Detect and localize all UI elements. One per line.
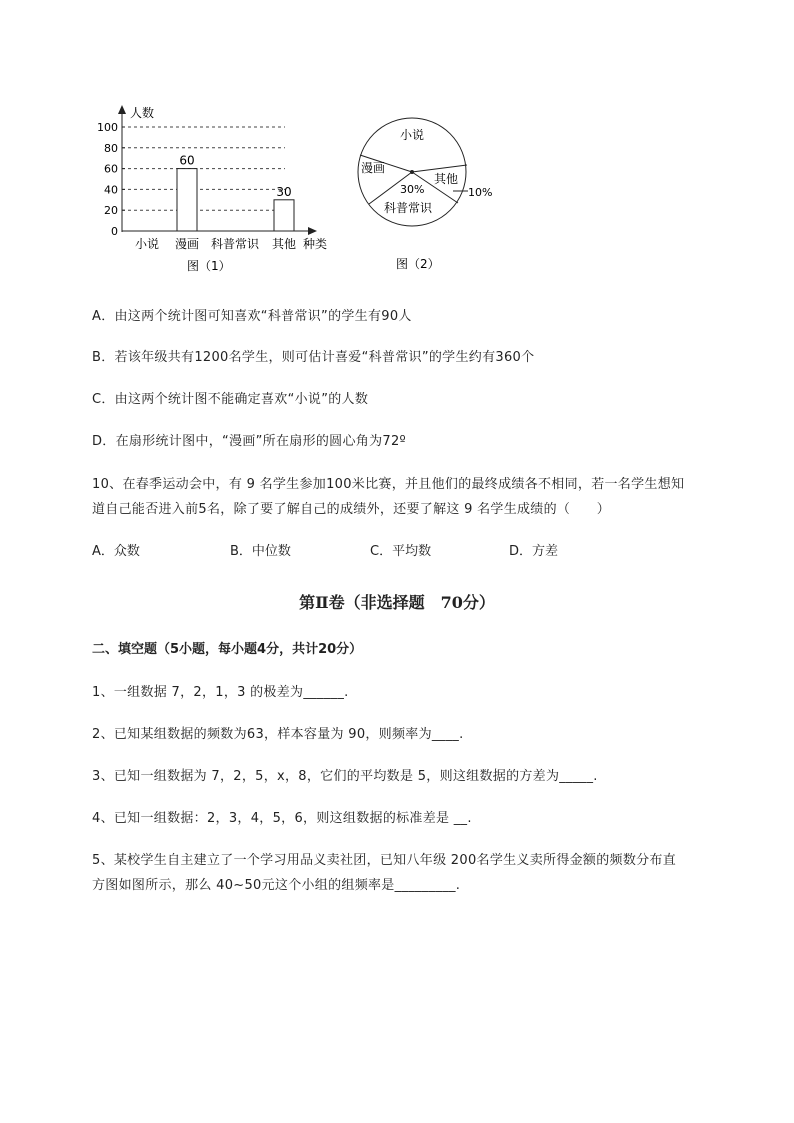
pie-label-comic: 漫画: [361, 161, 386, 175]
fill-question-4: 4、已知一组数据：2，3，4，5，6，则这组数据的标准差是 __.: [92, 811, 472, 826]
y-tick-label: 0: [111, 225, 118, 238]
option-9b: B．若该年级共有1200名学生，则可估计喜爱“科普常识”的学生约有360个: [92, 350, 535, 365]
category-label: 漫画: [174, 237, 200, 251]
fill-question-5-line2: 方图如图所示，那么 40~50元这个小组的组频率是_________.: [92, 878, 461, 893]
bar: [274, 200, 294, 231]
option-10b: B．中位数: [230, 544, 291, 559]
category-label: 其他: [271, 237, 297, 251]
figure-1-caption: 图（1）: [187, 259, 231, 273]
fill-question-1: 1、一组数据 7，2，1，3 的极差为______.: [92, 685, 349, 700]
pie-center: [410, 170, 414, 174]
y-tick-label: 100: [97, 121, 118, 134]
pie-label-other-pct: 10%: [468, 186, 493, 199]
option-9a: A．由这两个统计图可知喜欢“科普常识”的学生有90人: [92, 309, 412, 324]
question-10-line2: 道自己能否进入前5名，除了要了解自己的成绩外，还要了解这 9 名学生成绩的（ ）: [92, 502, 611, 517]
section-2-heading: 二、填空题（5小题，每小题4分，共计20分）: [92, 642, 363, 657]
pie-label-novel: 小说: [400, 128, 425, 142]
pie-chart: [350, 108, 510, 278]
fill-question-5-line1: 5、某校学生自主建立了一个学习用品义卖社团，已知八年级 200名学生义卖所得金额的频数分布直: [92, 853, 677, 868]
y-axis-arrow: [118, 105, 126, 114]
pie-label-other: 其他: [434, 172, 459, 186]
x-axis-arrow: [308, 227, 317, 235]
fill-question-2: 2、已知某组数据的频数为63，样本容量为 90，则频率为____.: [92, 727, 464, 742]
option-10d: D．方差: [509, 544, 559, 559]
bar-value-label: 60: [179, 153, 195, 168]
option-9d: D．在扇形统计图中，“漫画”所在扇形的圆心角为72º: [92, 434, 406, 449]
pie-divider-right: [412, 165, 467, 172]
y-tick-label: 60: [104, 162, 118, 176]
option-10a: A．众数: [92, 544, 140, 559]
option-9c: C．由这两个统计图不能确定喜欢“小说”的人数: [92, 392, 369, 407]
x-axis-label: 种类: [303, 237, 328, 251]
y-tick-label: 20: [104, 204, 118, 218]
y-tick-label: 40: [104, 183, 118, 197]
figure-2-caption: 图（2）: [396, 257, 440, 271]
category-label: 小说: [134, 237, 160, 251]
bar-value-label: 30: [276, 184, 292, 199]
y-axis-label: 人数: [130, 106, 155, 120]
category-label: 科普常识: [210, 237, 260, 251]
bar-chart: [95, 100, 345, 280]
part-2-title: 第Ⅱ卷（非选择题 70分）: [299, 593, 495, 612]
option-10c: C．平均数: [370, 544, 432, 559]
pie-label-science-pct: 30%: [400, 183, 425, 196]
pie-label-science: 科普常识: [384, 201, 433, 215]
y-tick-label: 80: [104, 141, 118, 155]
bar: [177, 169, 197, 231]
fill-question-3: 3、已知一组数据为 7，2，5，x，8，它们的平均数是 5，则这组数据的方差为_____.: [92, 769, 598, 784]
question-10-line1: 10、在春季运动会中，有 9 名学生参加100米比赛，并且他们的最终成绩各不相同，若一名学生想知: [92, 477, 685, 492]
